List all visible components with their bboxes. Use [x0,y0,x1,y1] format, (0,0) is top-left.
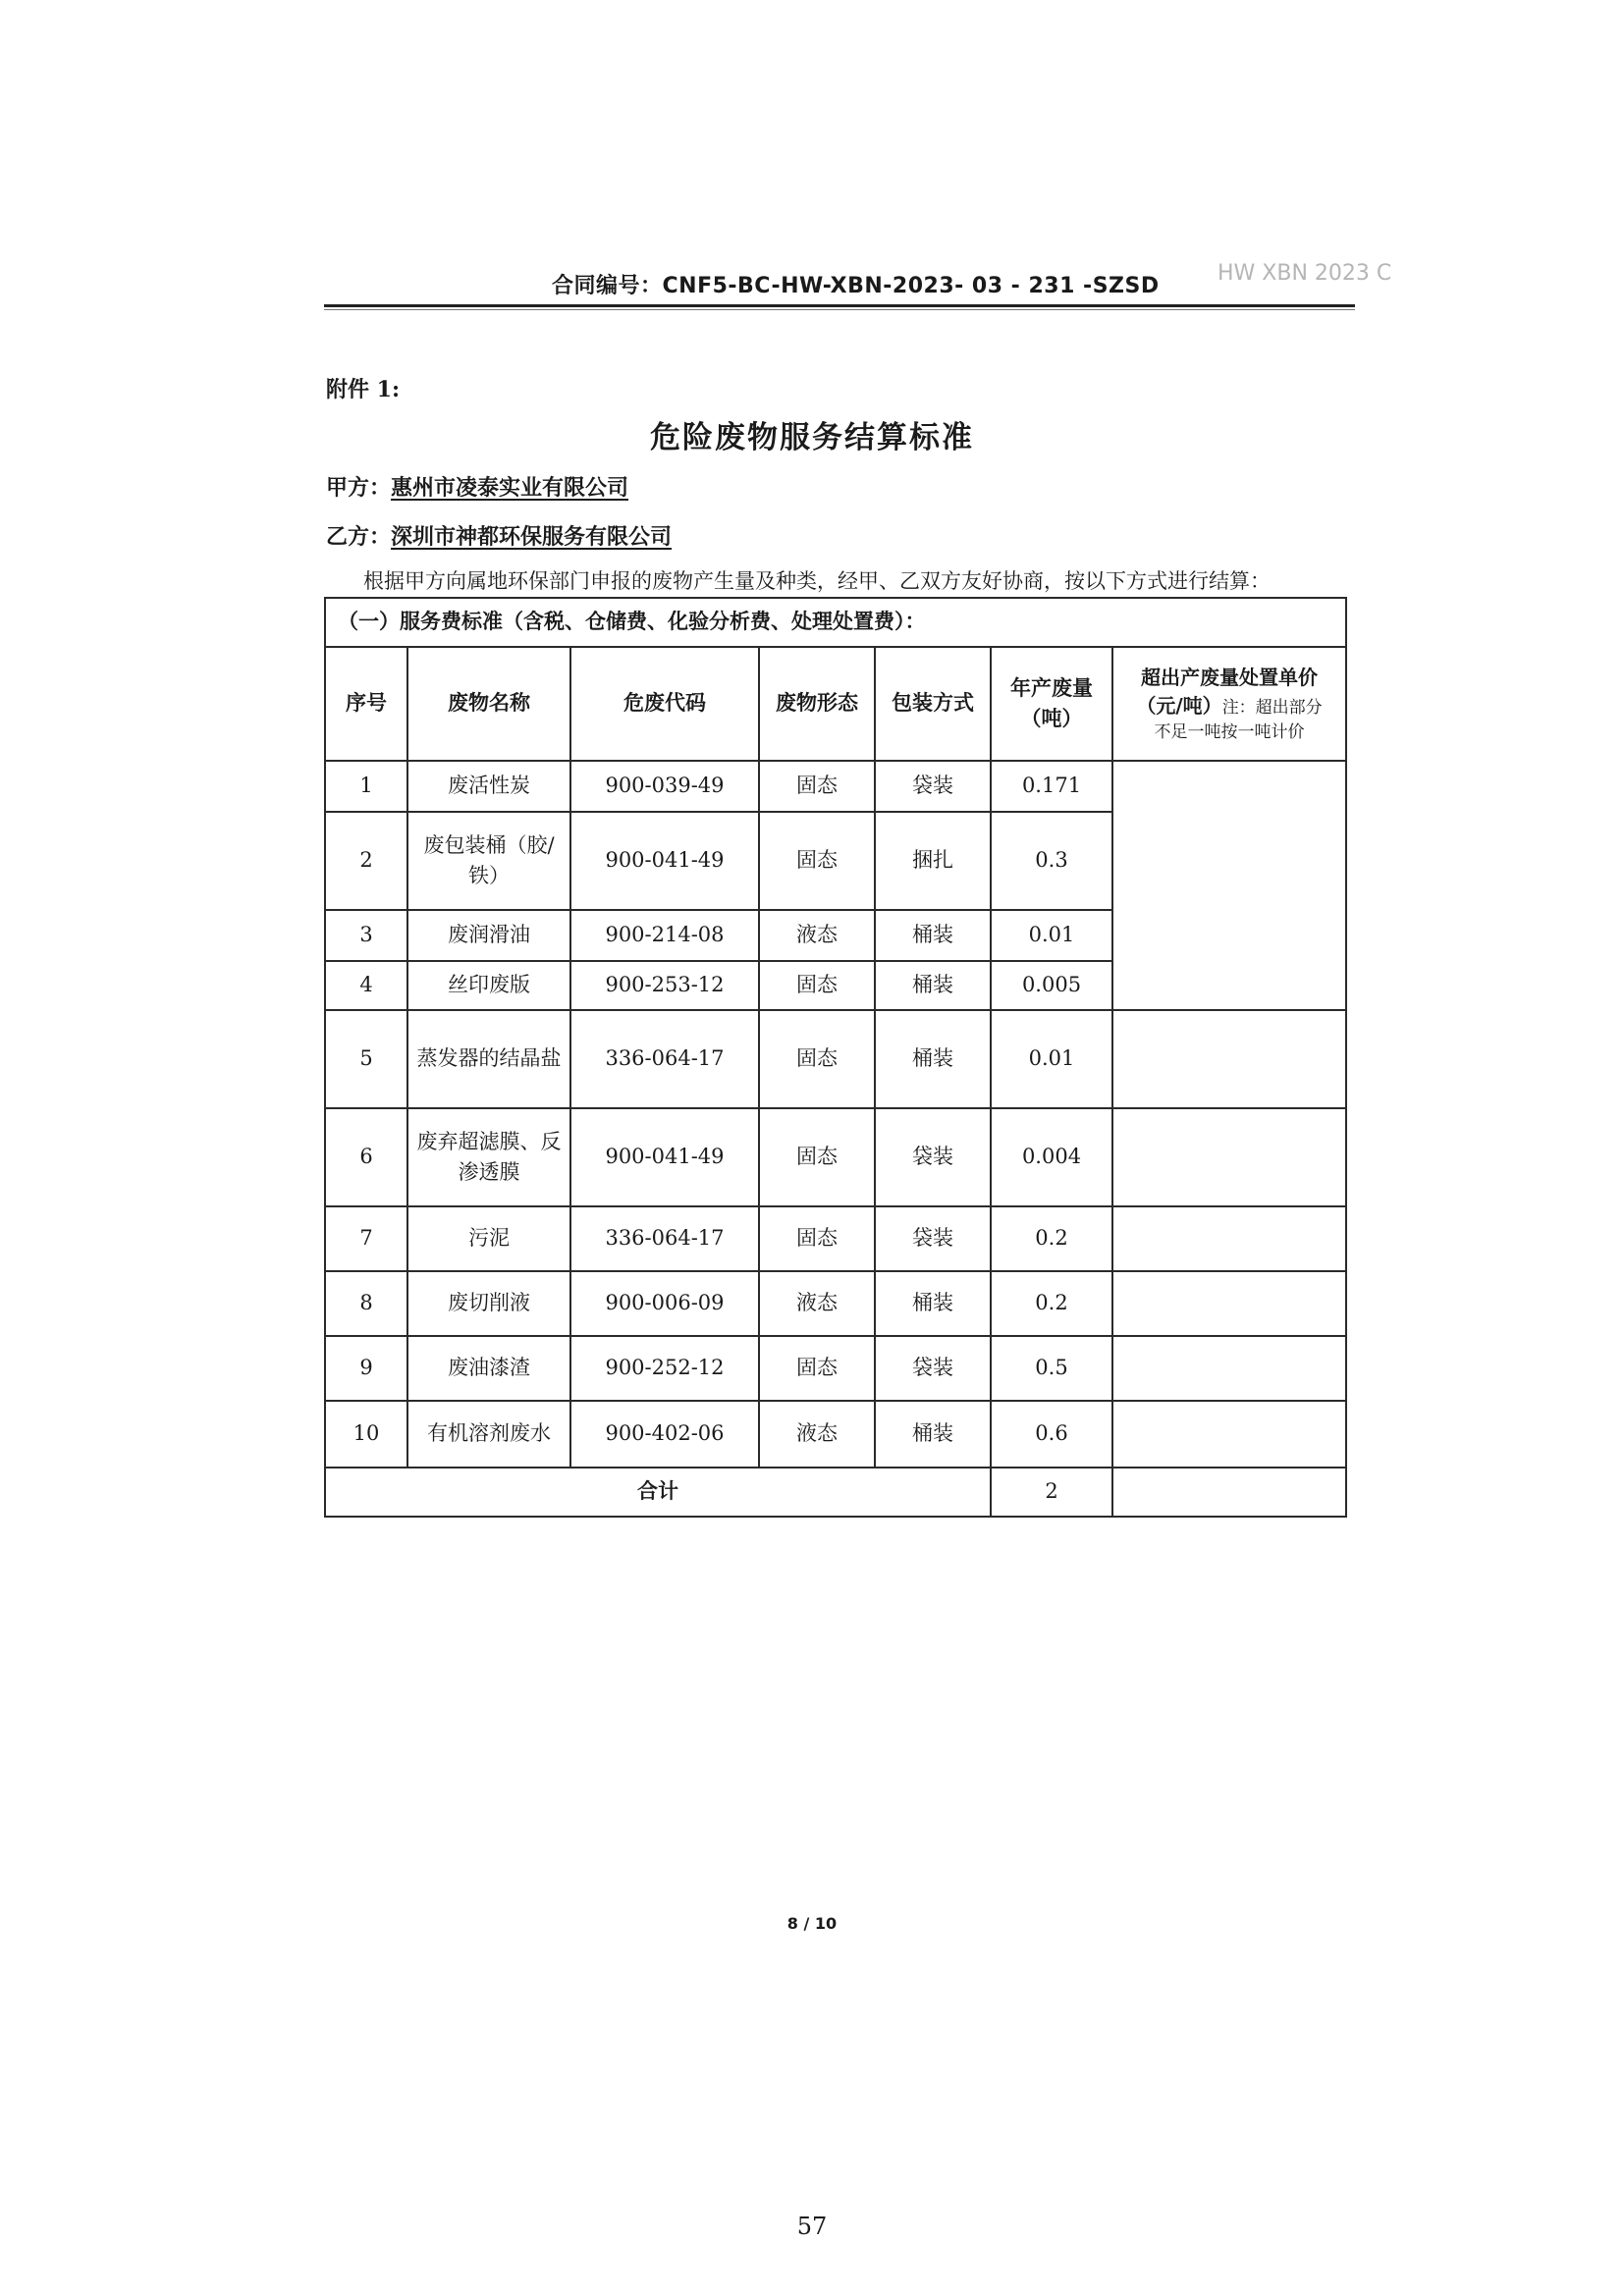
row-excess-price [1112,1206,1346,1271]
header-name: 废物名称 [407,647,570,761]
row-packaging: 桶装 [875,910,991,961]
total-row [325,1468,1346,1517]
row-annual: 0.2 [991,1271,1112,1336]
row-packaging: 桶装 [875,1401,991,1468]
row-excess-price [1112,1010,1346,1108]
party-a-label: 甲方： [326,475,392,501]
row-annual: 0.01 [991,1010,1112,1108]
row-packaging: 袋装 [875,1336,991,1401]
total-excess-price [1112,1468,1346,1517]
row-packaging: 桶装 [875,1271,991,1336]
row-code: 900-252-12 [570,1336,759,1401]
header-excess-price [1112,647,1346,761]
table-row [325,1336,1346,1401]
row-excess-price [1112,1401,1346,1468]
row-no: 7 [325,1206,407,1271]
section-title: （一）服务费标准（含税、仓储费、化验分析费、处理处置费）： [325,598,1346,647]
table-row [325,761,1346,812]
header-divider-thin [324,309,1355,310]
header-divider [324,304,1355,307]
contract-number: CNF5-BC-HW-XBN-2023- 03 - 231 -SZSD [662,274,1160,298]
service-fee-table [324,597,1347,1518]
faint-stamp-text: HW XBN 2023 C [1218,261,1392,286]
row-packaging: 桶装 [875,961,991,1010]
row-annual: 0.171 [991,761,1112,812]
total-value: 2 [991,1468,1112,1517]
contract-label: 合同编号： [552,274,663,298]
row-name: 废润滑油 [407,910,570,961]
row-code: 900-041-49 [570,812,759,910]
header-no: 序号 [325,647,407,761]
row-excess-price [1112,761,1346,1010]
header-annual-line1: 年产废量 [1010,675,1093,700]
table-row [325,1010,1346,1108]
header-code: 危废代码 [570,647,759,761]
header-excess-unit: （元/吨） [1136,693,1222,718]
table-row [325,1401,1346,1468]
row-no: 6 [325,1108,407,1206]
row-name: 废弃超滤膜、反渗透膜 [407,1108,570,1206]
row-name: 废活性炭 [407,761,570,812]
contract-header [552,269,1160,299]
row-annual: 0.6 [991,1401,1112,1468]
row-form: 固态 [759,1010,875,1108]
row-form: 固态 [759,1108,875,1206]
row-packaging: 袋装 [875,1206,991,1271]
row-no: 1 [325,761,407,812]
party-b [326,520,672,551]
row-no: 8 [325,1271,407,1336]
header-annual-line2: （吨） [1020,707,1083,730]
row-name: 丝印废版 [407,961,570,1010]
row-no: 2 [325,812,407,910]
row-name: 废切削液 [407,1271,570,1336]
row-annual: 0.004 [991,1108,1112,1206]
row-code: 900-041-49 [570,1108,759,1206]
table-row [325,1108,1346,1206]
row-no: 4 [325,961,407,1010]
header-annual [991,647,1112,761]
row-annual: 0.3 [991,812,1112,910]
row-form: 液态 [759,910,875,961]
header-excess-line1: 超出产废量处置单价 [1141,665,1319,689]
party-a-name: 惠州市凌泰实业有限公司 [391,475,629,501]
party-b-label: 乙方： [326,524,392,550]
header-packaging: 包装方式 [875,647,991,761]
row-form: 液态 [759,1401,875,1468]
row-name: 蒸发器的结晶盐 [407,1010,570,1108]
row-no: 5 [325,1010,407,1108]
page-number: 57 [796,2213,828,2240]
row-code: 900-214-08 [570,910,759,961]
row-excess-price [1112,1108,1346,1206]
section-title-row [325,598,1346,647]
row-code: 900-006-09 [570,1271,759,1336]
document-title: 危险废物服务结算标准 [650,420,974,455]
row-packaging: 捆扎 [875,812,991,910]
row-code: 336-064-17 [570,1206,759,1271]
row-form: 液态 [759,1271,875,1336]
row-form: 固态 [759,1206,875,1271]
row-excess-price [1112,1271,1346,1336]
row-form: 固态 [759,812,875,910]
row-annual: 0.005 [991,961,1112,1010]
row-code: 900-253-12 [570,961,759,1010]
intro-paragraph: 根据甲方向属地环保部门申报的废物产生量及种类，经甲、乙双方友好协商，按以下方式进行结算： [363,569,1271,593]
table-row [325,1271,1346,1336]
row-code: 900-402-06 [570,1401,759,1468]
row-annual: 0.01 [991,910,1112,961]
row-form: 固态 [759,961,875,1010]
header-row [325,647,1346,761]
row-name: 污泥 [407,1206,570,1271]
header-form: 废物形态 [759,647,875,761]
row-name: 废包装桶（胶/铁） [407,812,570,910]
row-name: 有机溶剂废水 [407,1401,570,1468]
row-code: 336-064-17 [570,1010,759,1108]
row-form: 固态 [759,1336,875,1401]
row-code: 900-039-49 [570,761,759,812]
row-no: 10 [325,1401,407,1468]
header-excess-note: 注：超出部分 [1221,697,1323,718]
row-annual: 0.5 [991,1336,1112,1401]
table-row [325,1206,1346,1271]
total-label: 合计 [325,1468,991,1517]
row-packaging: 袋装 [875,1108,991,1206]
party-b-name: 深圳市神都环保服务有限公司 [391,524,673,550]
party-a [326,471,628,502]
row-packaging: 袋装 [875,761,991,812]
row-form: 固态 [759,761,875,812]
row-name: 废油漆渣 [407,1336,570,1401]
row-excess-price [1112,1336,1346,1401]
row-no: 3 [325,910,407,961]
row-annual: 0.2 [991,1206,1112,1271]
attachment-label: 附件 1: [326,377,401,402]
page-indicator: 8 / 10 [786,1914,838,1933]
header-excess-line3: 不足一吨按一吨计价 [1154,721,1305,742]
row-packaging: 桶装 [875,1010,991,1108]
row-no: 9 [325,1336,407,1401]
